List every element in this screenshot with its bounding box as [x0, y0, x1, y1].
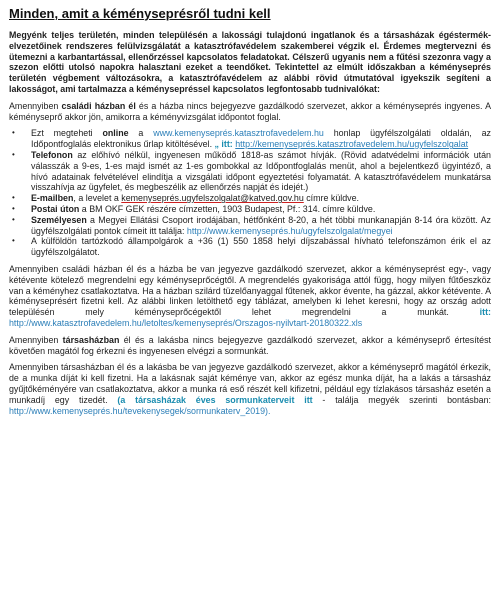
- text: címre küldve.: [303, 193, 360, 204]
- bullet-icon: •: [12, 193, 15, 203]
- family-house-business-paragraph: [9, 264, 491, 329]
- page-title: Minden, amit a kéményseprésről tudni kell: [9, 6, 271, 21]
- here-label: itt:: [479, 307, 491, 318]
- text: Amennyiben társasházban él és a lakásba be van jegyezve gazdálkodó szervezet, akkor a kéményseprő magától érkezik, de a munka díját ki kell fizetni. Ha a lakásnak saját kéménye van, akkor az egész munka díját, ha a lakás a társasház gyűjtőkéményére van csatlakoztatva, akkor a munka rá eső részét kell kifizetni, például egy tízlakásos társasház esetén a munkadíj egy tizedét.: [9, 362, 491, 405]
- list-item-online: [9, 128, 491, 150]
- registry-download-link[interactable]: http://www.katasztrofavedelem.hu/letoltes/kemenyseprés/Orszagos-nyilvtart-20180322.xls: [9, 317, 363, 328]
- text: Amennyiben családi házban él és a házba be van jegyezve gazdálkodó szervezet, akkor a kéményseprést egy-, vagy kétévente kötelező megrendelni egy kéményseprőcégtől. A megrendelés gyakorisága attól függ, hogy milyen fűtőeszköz van a kéményhez csatlakoztatva. Ha a házban szilárd tüzelőanyaggal fűtenek, akkor évente, ha gázzal, akkor kétévente. A kéményseprésért fizetni kell. Az alábbi linken letölthető egy táblázat, amelyben ki lehet keresni, hogy az ország adott településén mely kéményseprőcégektől lehet megrendelni a munkát.: [9, 263, 492, 318]
- intro-paragraph: Megyénk teljes területén, minden településén a lakossági tulajdonú ingatlanok és a társasházak égéstermék-elvezetőinek rendszeres felülvizsgálatát a katasztrófavédelem szakemberei végzik el. Érdemes megtervezni és ütemezni a karbantartással, ellenőrzéssel kapcsolatos feladatokat. Célszerű ugyanis nem a fűtési szezonra vagy a szezon előtti utolsó napokra halasztani ezeket a teendőket. Tekintettel az elmúlt időszakban a kéményseprés területén végbement változásokra, a katasztrófavédelem az alábbi rövid útmutatóval igyekszik segíteni a lakosságot, ami tartalmazza a kéménysepréssel kapcsolatos legfontosabb tudnivalókat:: [9, 30, 491, 94]
- email-emphasis: E-mailben: [31, 193, 74, 204]
- bullet-icon: •: [12, 149, 15, 159]
- text: honlap ügyfélszolgálati oldalán, az Időpontfoglalás elektronikus űrlap kitöltésével.: [31, 128, 491, 150]
- list-item-email: [9, 193, 491, 204]
- bullet-icon: •: [12, 236, 15, 246]
- schedule-label: (a társasházak éves sormunkaterveit itt: [117, 394, 313, 405]
- email-address-link[interactable]: kemenyseprés.ugyfelszolgalat@katved.gov.hu: [121, 193, 304, 204]
- text: a Megyei Ellátási Csoport irodájában, hétfőnként 8-20, a hét többi munkanapján 8-14 óra között. Az ügyfélszolgálati pontok címeit itt találja:: [31, 214, 491, 236]
- text: a: [128, 128, 154, 139]
- booking-options-list: [9, 128, 491, 258]
- list-item-post: [9, 204, 491, 215]
- condo-emphasis: társasházban: [62, 334, 120, 345]
- list-item-phone: [9, 150, 491, 193]
- phone-emphasis: Telefonon: [31, 149, 73, 160]
- text: a BM OKF GEK részére címzetten, 1903 Budapest, Pf.: 314. címre küldve.: [79, 203, 376, 214]
- post-emphasis: Postai úton: [31, 203, 80, 214]
- bullet-icon: •: [12, 128, 15, 138]
- text: él és a lakásba nincs bejegyezve gazdálkodó szervezet, akkor a kéményseprő értesítést követően magától fog érkezni és ingyenesen elvégzi a sormunkát.: [9, 334, 491, 356]
- list-item-personal: [9, 215, 491, 237]
- sormunkaterv-link[interactable]: http://www.kemenyseprés.hu/tevekenysegek/sormunkaterv_2019).: [9, 405, 271, 416]
- text: és a házba nincs bejegyezve gazdálkodó szervezet, akkor a kéményseprés ingyenes. A kéményseprő akkor jön, amikorra a kéményvizsgálat időpontot foglal.: [9, 100, 491, 122]
- personal-emphasis: Személyesen: [31, 214, 87, 225]
- family-house-paragraph: [9, 101, 491, 123]
- ugyfelszolgalat-link[interactable]: http://kemenyseprés.katasztrofavedelem.hu/ugyfelszolgalat: [235, 139, 469, 150]
- text: Ezt megteheti: [31, 128, 103, 139]
- text: Amennyiben: [9, 334, 63, 345]
- text: - találja megyék szerinti bontásban:: [312, 394, 491, 405]
- online-emphasis: online: [102, 128, 129, 139]
- condo-business-paragraph: [9, 362, 491, 416]
- megyei-ugyfelszolgalat-link[interactable]: http://www.kemenyseprés.hu/ugyfelszolgalat/megyei: [186, 225, 393, 236]
- text: az előhívó nélkül, ingyenesen működő 1818-as számot hívják. (Rövid adatvédelmi információk után válasszák a 9-es, 1-es majd ismét az 1-es gombokkal az Időpontfoglalás menüt, ahol a bejelentkező ügyintéző, a hívó adatainak felvételével elindítja a vizsgálati időpont egyeztetési folyamatát. A katasztrófavédelem munkatársa visszahívja az ügyfelet, és megbeszélik az ellenőrzés napját és idejét.): [31, 149, 491, 193]
- condo-paragraph: [9, 335, 491, 357]
- bullet-icon: •: [12, 214, 15, 224]
- here-label: „ itt:: [214, 139, 233, 150]
- text: A külföldön tartózkodó állampolgárok a +36 (1) 550 1858 helyi díjszabással hívható telefonszámon érik el az ügyfélszolgálatot.: [31, 236, 491, 258]
- text: , a levelet a: [73, 193, 122, 204]
- katasztrofavedelem-site-link[interactable]: www.kemenyseprés.katasztrofavedelem.hu: [153, 128, 324, 139]
- text: Amennyiben: [9, 100, 62, 111]
- list-item-abroad: [9, 236, 491, 258]
- bullet-icon: •: [12, 203, 15, 213]
- family-house-emphasis: családi házban él: [61, 100, 136, 111]
